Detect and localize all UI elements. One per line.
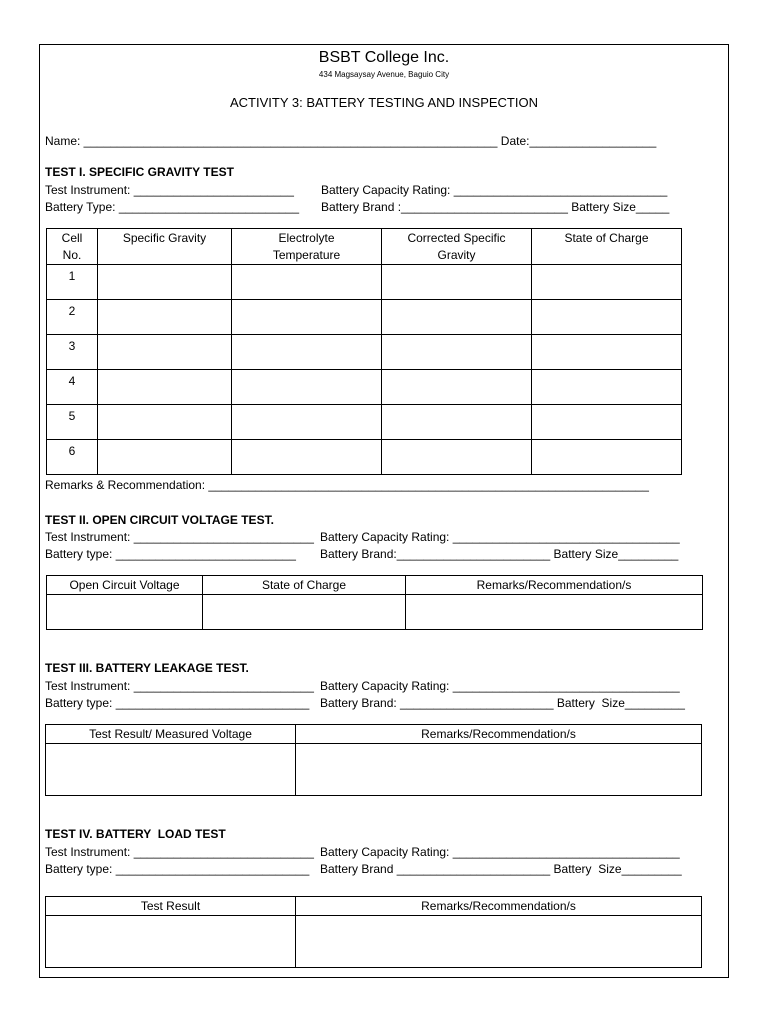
test2-instrument-field[interactable]: Test Instrument: ___________________________ [45, 530, 314, 544]
input-cell[interactable] [532, 300, 682, 335]
table-header-row [47, 576, 703, 595]
table-row [47, 335, 682, 370]
test1-capacity-field[interactable]: Battery Capacity Rating: ________________________________ [321, 183, 668, 197]
test4-instrument-field[interactable]: Test Instrument: ___________________________ [45, 845, 314, 859]
table-row [47, 300, 682, 335]
input-cell[interactable] [532, 265, 682, 300]
specific-gravity-table [46, 228, 682, 475]
test4-title: TEST IV. BATTERY LOAD TEST [45, 827, 226, 841]
school-address: 434 Magsaysay Avenue, Baguio City [318, 70, 450, 79]
input-cell[interactable] [532, 370, 682, 405]
test1-remarks-field[interactable]: Remarks & Recommendation: __________________________________________________________________ [45, 478, 649, 492]
header-cell-no: Cell No. [47, 229, 98, 265]
input-cell[interactable] [46, 744, 296, 796]
input-cell[interactable] [98, 335, 232, 370]
test1-brand-size-field[interactable]: Battery Brand :_________________________ Battery Size_____ [321, 200, 670, 214]
test1-type-field[interactable]: Battery Type: ___________________________ [45, 200, 300, 214]
header-remarks: Remarks/Recommendation/s [406, 576, 703, 595]
cell-number: 5 [47, 405, 98, 440]
header-open-circuit-voltage: Open Circuit Voltage [47, 576, 203, 595]
table-header-row [47, 229, 682, 265]
test2-type-field[interactable]: Battery type: ___________________________ [45, 547, 296, 561]
input-cell[interactable] [232, 370, 382, 405]
input-cell[interactable] [532, 405, 682, 440]
cell-number: 3 [47, 335, 98, 370]
test1-title: TEST I. SPECIFIC GRAVITY TEST [45, 165, 234, 179]
cell-number: 6 [47, 440, 98, 475]
cell-number: 1 [47, 265, 98, 300]
leakage-test-table [45, 724, 702, 796]
table-row [47, 405, 682, 440]
test3-type-field[interactable]: Battery type: _____________________________ [45, 696, 310, 710]
test4-capacity-field[interactable]: Battery Capacity Rating: __________________________________ [320, 845, 680, 859]
input-cell[interactable] [46, 916, 296, 968]
input-cell[interactable] [232, 335, 382, 370]
name-date-line[interactable]: Name: ______________________________________________________________ Date:___________________ [45, 134, 657, 148]
load-test-table [45, 896, 702, 968]
input-cell[interactable] [296, 744, 702, 796]
table-row [46, 744, 702, 796]
header-remarks: Remarks/Recommendation/s [296, 897, 702, 916]
test3-instrument-field[interactable]: Test Instrument: ___________________________ [45, 679, 314, 693]
input-cell[interactable] [532, 335, 682, 370]
table-header-row [46, 725, 702, 744]
input-cell[interactable] [382, 405, 532, 440]
table-header-row [46, 897, 702, 916]
input-cell[interactable] [382, 370, 532, 405]
input-cell[interactable] [532, 440, 682, 475]
test3-brand-size-field[interactable]: Battery Brand: _______________________ Battery Size_________ [320, 696, 685, 710]
header-state-of-charge: State of Charge [203, 576, 406, 595]
header-corrected-gravity: Corrected Specific Gravity [382, 229, 532, 265]
input-cell[interactable] [232, 405, 382, 440]
cell-number: 4 [47, 370, 98, 405]
input-cell[interactable] [98, 370, 232, 405]
header-electrolyte-temp: Electrolyte Temperature [232, 229, 382, 265]
input-cell[interactable] [296, 916, 702, 968]
test3-capacity-field[interactable]: Battery Capacity Rating: __________________________________ [320, 679, 680, 693]
input-cell[interactable] [47, 595, 203, 630]
cell-number: 2 [47, 300, 98, 335]
input-cell[interactable] [406, 595, 703, 630]
school-name: BSBT College Inc. [318, 49, 450, 66]
test2-brand-size-field[interactable]: Battery Brand:_______________________ Battery Size_________ [320, 547, 679, 561]
test1-instrument-field[interactable]: Test Instrument: ________________________ [45, 183, 294, 197]
input-cell[interactable] [232, 300, 382, 335]
test2-capacity-field[interactable]: Battery Capacity Rating: __________________________________ [320, 530, 680, 544]
input-cell[interactable] [232, 265, 382, 300]
input-cell[interactable] [98, 440, 232, 475]
activity-title: ACTIVITY 3: BATTERY TESTING AND INSPECTION [230, 95, 538, 110]
input-cell[interactable] [232, 440, 382, 475]
table-row [47, 370, 682, 405]
table-row [47, 265, 682, 300]
test4-brand-size-field[interactable]: Battery Brand _______________________ Battery Size_________ [320, 862, 682, 876]
test2-title: TEST II. OPEN CIRCUIT VOLTAGE TEST. [45, 513, 274, 527]
header-remarks: Remarks/Recommendation/s [296, 725, 702, 744]
input-cell[interactable] [382, 335, 532, 370]
header-test-result: Test Result [46, 897, 296, 916]
test3-title: TEST III. BATTERY LEAKAGE TEST. [45, 661, 249, 675]
open-circuit-table [46, 575, 703, 630]
input-cell[interactable] [98, 265, 232, 300]
table-row [47, 440, 682, 475]
header-test-result-voltage: Test Result/ Measured Voltage [46, 725, 296, 744]
input-cell[interactable] [98, 405, 232, 440]
input-cell[interactable] [382, 300, 532, 335]
table-row [46, 916, 702, 968]
header-specific-gravity: Specific Gravity [98, 229, 232, 265]
input-cell[interactable] [382, 440, 532, 475]
input-cell[interactable] [98, 300, 232, 335]
input-cell[interactable] [382, 265, 532, 300]
test4-type-field[interactable]: Battery type: _____________________________ [45, 862, 310, 876]
header-state-of-charge: State of Charge [532, 229, 682, 265]
table-row [47, 595, 703, 630]
input-cell[interactable] [203, 595, 406, 630]
